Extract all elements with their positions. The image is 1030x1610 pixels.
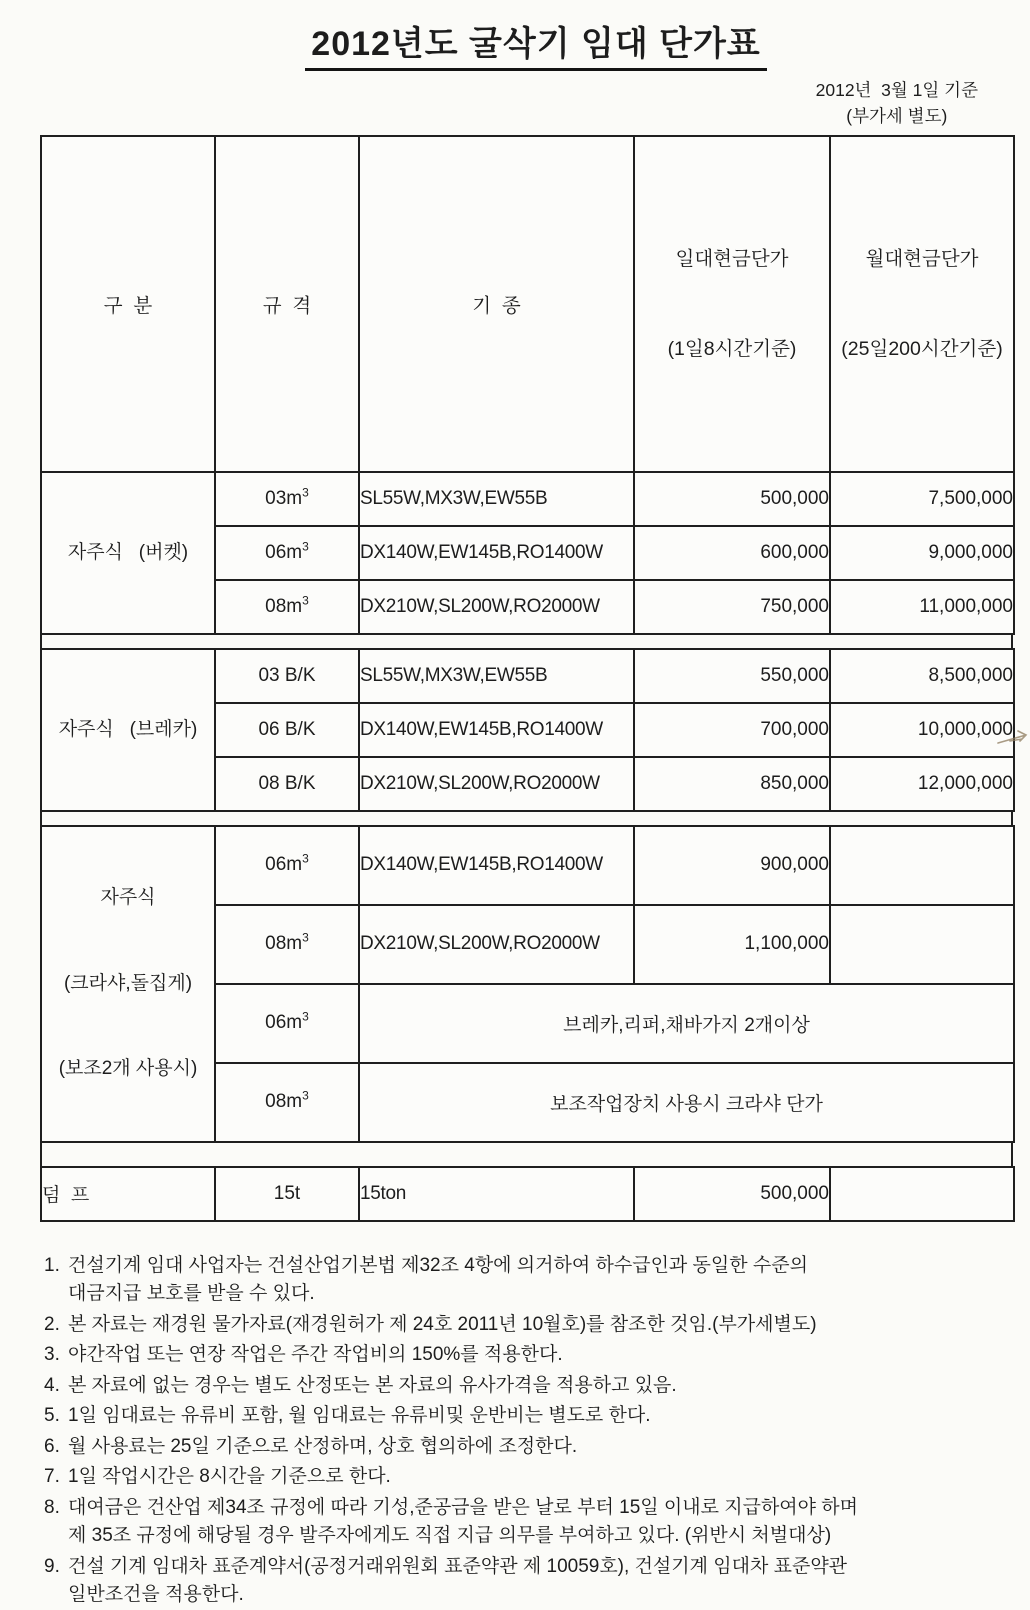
row-group-label-bucket: 자주식 (버켓) <box>41 472 215 634</box>
spec-cell <box>215 580 359 634</box>
monthly-price-cell: 11,000,000 <box>830 580 1014 634</box>
spec-superscript: 3 <box>302 930 309 945</box>
monthly-price-cell: 9,000,000 <box>830 526 1014 580</box>
spec-value: 06m <box>265 542 303 563</box>
daily-price-cell: 500,000 <box>634 1167 830 1221</box>
table-block-bucket <box>40 135 1015 635</box>
note-text: 월 사용료는 25일 기준으로 산정하며, 상호 협의하에 조정한다. <box>68 1435 578 1457</box>
model-cell: DX140W,EW145B,RO1400W <box>359 826 634 905</box>
note-text: 1일 임대료는 유류비 포함, 월 임대료는 유류비및 운반비는 별도로 한다. <box>68 1405 651 1426</box>
monthly-price-cell: 7,500,000 <box>830 472 1014 526</box>
header-daily-line1: 일대현금단가 <box>675 247 789 270</box>
spec-value: 15t <box>273 1182 301 1204</box>
note-number: 2. <box>44 1313 60 1335</box>
page-title: 2012년도 굴삭기 임대 단가표 <box>305 16 766 71</box>
monthly-price-cell: 12,000,000 <box>830 757 1014 811</box>
merged-note-cell: 보조작업장치 사용시 크라샤 단가 <box>359 1063 1014 1142</box>
spec-value: 06m <box>265 1012 303 1034</box>
table-block-crusher <box>40 825 1015 1143</box>
monthly-price-cell <box>830 905 1014 984</box>
daily-price-cell: 600,000 <box>634 526 830 580</box>
note-item <box>44 1494 996 1551</box>
spec-value: 08m <box>265 596 303 617</box>
note-item <box>44 1341 996 1370</box>
spec-superscript: 3 <box>302 593 309 608</box>
price-table <box>40 135 1013 1221</box>
header-spec: 규 격 <box>215 136 359 472</box>
monthly-price-cell: 10,000,000 <box>830 703 1014 757</box>
note-number: 4. <box>44 1374 60 1396</box>
spec-cell <box>215 649 359 703</box>
note-text: 야간작업 또는 연장 작업은 주간 작업비의 150%를 적용한다. <box>68 1344 563 1365</box>
table-row <box>41 649 1014 703</box>
daily-price-cell: 850,000 <box>634 757 830 811</box>
header-category: 구 분 <box>41 136 215 472</box>
note-number: 9. <box>44 1555 60 1577</box>
spec-superscript: 3 <box>302 539 309 554</box>
header-daily-line2: (1일8시간기준) <box>667 338 797 361</box>
spec-value: 06 B/K <box>258 719 316 740</box>
note-item <box>44 1402 996 1431</box>
spec-value: 03 B/K <box>258 665 316 686</box>
row-group-label-crusher <box>41 826 215 1142</box>
spec-cell <box>215 526 359 580</box>
model-cell: DX210W,SL200W,RO2000W <box>359 580 634 634</box>
daily-price-cell: 500,000 <box>634 472 830 526</box>
monthly-price-cell <box>830 826 1014 905</box>
note-number: 5. <box>44 1405 60 1426</box>
model-cell: SL55W,MX3W,EW55B <box>359 472 634 526</box>
model-cell: DX210W,SL200W,RO2000W <box>359 757 634 811</box>
spec-superscript: 3 <box>302 1009 309 1024</box>
spec-cell <box>215 703 359 757</box>
spec-cell <box>215 826 359 905</box>
note-number: 3. <box>44 1344 60 1365</box>
note-text: 본 자료는 재경원 물가자료(재경원허가 제 24호 2011년 10월호)를 참조한 것임.(부가세별도) <box>68 1313 817 1335</box>
daily-price-cell: 550,000 <box>634 649 830 703</box>
note-number: 6. <box>44 1435 60 1457</box>
date-block <box>816 79 978 128</box>
table-row <box>41 1167 1014 1221</box>
model-cell: 15ton <box>359 1167 634 1221</box>
spec-superscript: 3 <box>302 485 309 500</box>
note-item <box>44 1372 996 1401</box>
block-divider <box>40 812 1013 825</box>
note-text: 건설 기계 임대차 표준계약서(공정거래위원회 표준약관 제 10059호), 건설기계 임대차 표준약관 일반조건을 적용한다. <box>68 1555 848 1605</box>
table-block-breaker <box>40 648 1015 812</box>
label-line: (크라샤,돌집게) <box>63 972 193 994</box>
header-monthly-line2: (25일200시간기준) <box>841 338 1003 361</box>
header-model: 기 종 <box>359 136 634 472</box>
note-item <box>44 1463 996 1492</box>
note-text: 본 자료에 없는 경우는 별도 산정또는 본 자료의 유사가격을 적용하고 있음. <box>68 1374 677 1396</box>
daily-price-cell: 1,100,000 <box>634 905 830 984</box>
label-line: (보조2개 사용시) <box>58 1058 198 1079</box>
spec-cell <box>215 905 359 984</box>
daily-price-cell: 700,000 <box>634 703 830 757</box>
reference-date: 2012년 3월 1일 기준 <box>815 80 978 100</box>
label-line: 자주식 <box>100 887 156 908</box>
table-row <box>41 826 1014 905</box>
spec-value: 08m <box>265 933 303 955</box>
note-text: 1일 작업시간은 8시간을 기준으로 한다. <box>68 1466 391 1487</box>
pen-scribble-mark <box>996 727 1030 751</box>
note-text: 건설기계 임대 사업자는 건설산업기본법 제32조 4항에 의거하여 하수급인과 동일한 수준의 대금지급 보호를 받을 수 있다. <box>68 1254 808 1304</box>
note-text: 대여금은 건산업 제34조 규정에 따라 기성,준공금을 받은 날로 부터 15일 이내로 지급하여야 하며 제 35조 규정에 해당될 경우 발주자에게도 직접 지급 의무를 부여하고 있다. (위반시 처벌대상) <box>68 1496 858 1546</box>
monthly-price-cell <box>830 1167 1014 1221</box>
note-item <box>44 1553 996 1610</box>
table-row <box>41 472 1014 526</box>
spec-value: 08 B/K <box>258 773 316 794</box>
row-group-label-dump: 덤 프 <box>41 1167 215 1221</box>
notes-list <box>44 1252 996 1610</box>
header-daily-price <box>634 136 830 472</box>
merged-note-cell: 브레카,리퍼,채바가지 2개이상 <box>359 984 1014 1063</box>
row-group-label-breaker: 자주식 (브레카) <box>41 649 215 811</box>
spec-superscript: 3 <box>302 852 309 867</box>
note-number: 7. <box>44 1466 60 1487</box>
spec-cell <box>215 472 359 526</box>
model-cell: SL55W,MX3W,EW55B <box>359 649 634 703</box>
table-header-row <box>41 136 1014 472</box>
note-item <box>44 1311 996 1340</box>
spec-value: 08m <box>265 1091 303 1113</box>
table-block-dump <box>40 1166 1015 1222</box>
daily-price-cell: 750,000 <box>634 580 830 634</box>
title-row <box>0 0 1024 71</box>
note-item <box>44 1433 996 1462</box>
vat-note: (부가세 별도) <box>846 105 948 126</box>
monthly-price-cell: 8,500,000 <box>830 649 1014 703</box>
block-divider <box>40 635 1013 648</box>
spec-value: 06m <box>265 854 303 876</box>
spec-superscript: 3 <box>302 1088 309 1103</box>
model-cell: DX140W,EW145B,RO1400W <box>359 703 634 757</box>
block-divider <box>40 1143 1013 1166</box>
header-monthly-line1: 월대현금단가 <box>865 247 979 270</box>
note-number: 1. <box>44 1254 60 1276</box>
note-item <box>44 1252 996 1309</box>
daily-price-cell: 900,000 <box>634 826 830 905</box>
spec-cell <box>215 984 359 1063</box>
spec-cell <box>215 1063 359 1142</box>
spec-cell <box>215 1167 359 1221</box>
header-monthly-price <box>830 136 1014 472</box>
spec-value: 03m <box>265 488 303 509</box>
spec-cell <box>215 757 359 811</box>
model-cell: DX140W,EW145B,RO1400W <box>359 526 634 580</box>
model-cell: DX210W,SL200W,RO2000W <box>359 905 634 984</box>
note-number: 8. <box>44 1496 60 1518</box>
